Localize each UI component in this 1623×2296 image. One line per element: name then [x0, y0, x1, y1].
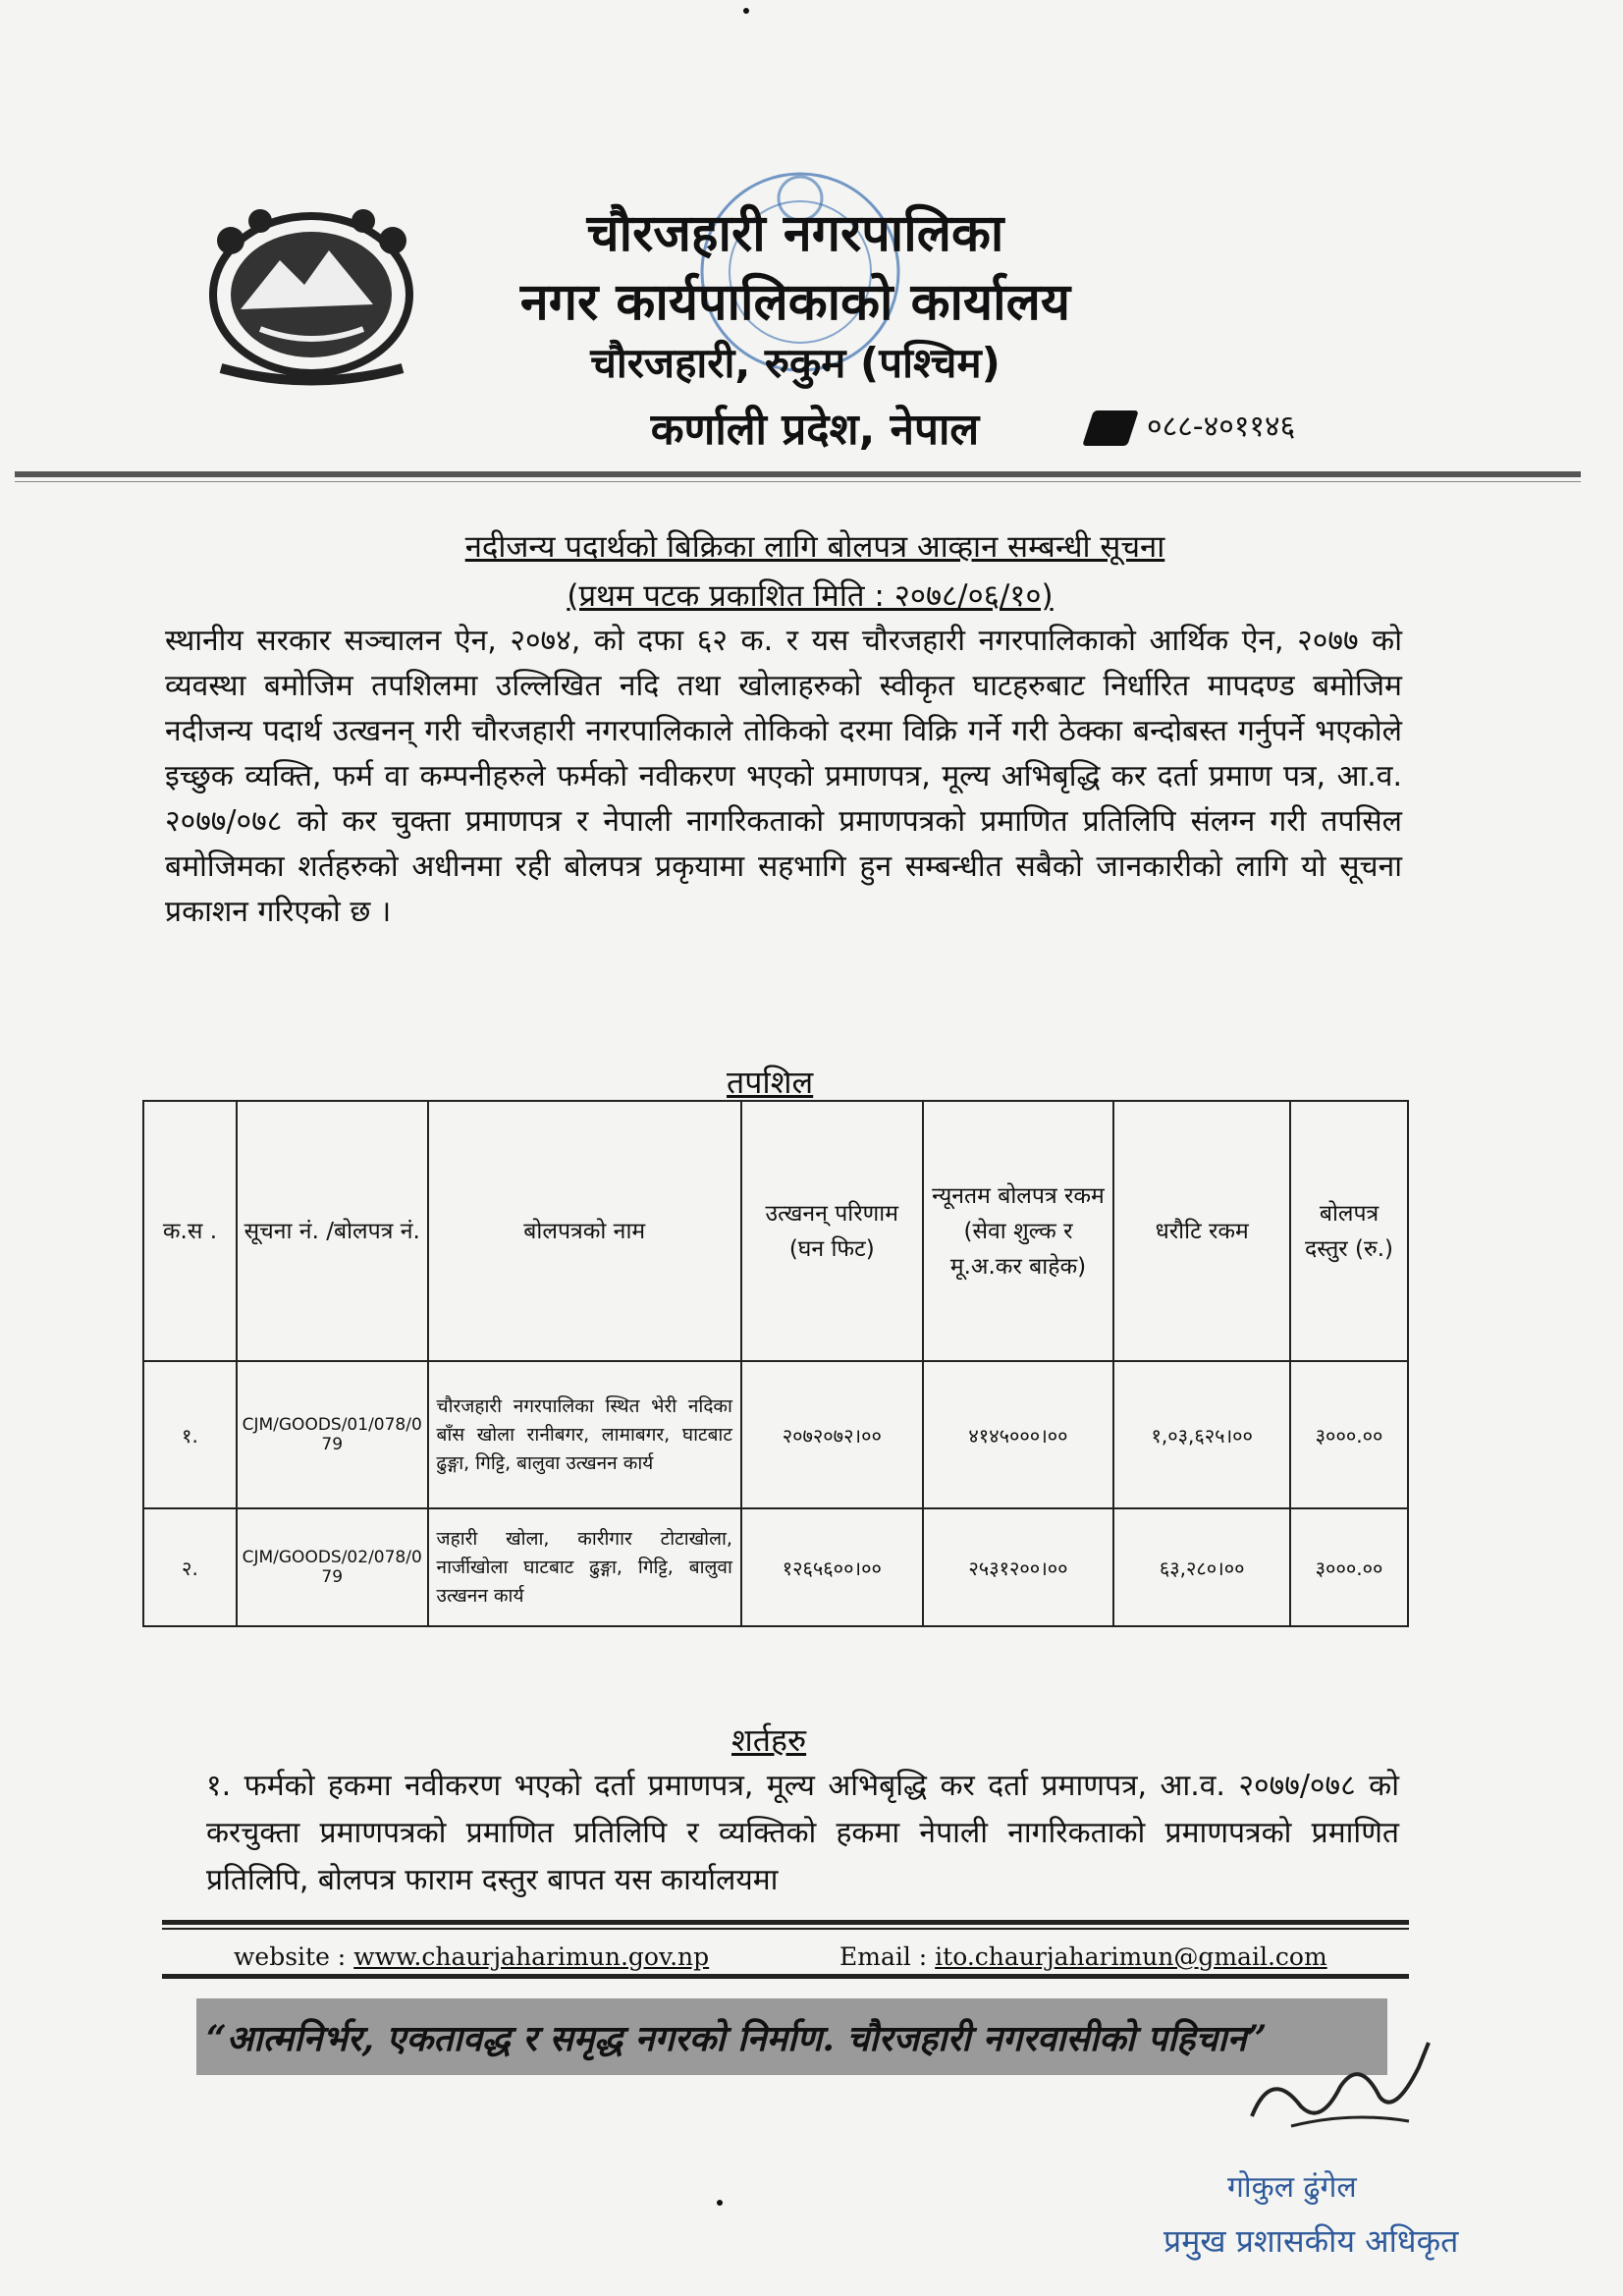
- cell-deposit: ६३,२८०।००: [1113, 1508, 1290, 1626]
- column-header: न्यूनतम बोलपत्र रकम (सेवा शुल्क र मू.अ.कर बाहेक): [923, 1101, 1114, 1361]
- nepal-emblem-icon: [201, 201, 422, 388]
- email-label: Email :: [839, 1942, 936, 1971]
- footer-rule-bottom: [162, 1974, 1409, 1979]
- cell-fee: ३०००.००: [1290, 1508, 1408, 1626]
- table-row: [143, 1508, 1408, 1626]
- cell-deposit: १,०३,६२५।००: [1113, 1361, 1290, 1508]
- header-rule-thin: [15, 481, 1581, 482]
- schedule-table: [142, 1100, 1409, 1627]
- conditions-heading: शर्तहरु: [731, 1722, 807, 1759]
- municipality-name: चौरजहारी नगरपालिका: [586, 204, 1004, 263]
- column-header: सूचना नं. /बोलपत्र नं.: [237, 1101, 428, 1361]
- cell-fee: ३०००.००: [1290, 1361, 1408, 1508]
- footer-rule-thin: [162, 1928, 1409, 1930]
- cell-quantity: २०७२०७२।००: [741, 1361, 923, 1508]
- office-name: नगर कार्यपालिकाको कार्यालय: [519, 273, 1071, 332]
- cell-notice-no: CJM/GOODS/01/078/079: [237, 1361, 428, 1508]
- schedule-heading: तपशिल: [727, 1064, 814, 1101]
- notice-subtitle: (प्रथम पटक प्रकाशित मिति : २०७८/०६/१०): [567, 578, 1054, 614]
- cell-notice-no: CJM/GOODS/02/078/079: [237, 1508, 428, 1626]
- cell-sn: १.: [143, 1361, 237, 1508]
- cell-name: चौरजहारी नगरपालिका स्थित भेरी नदिका बाँस खोला रानीबगर, लामाबगर, घाटबाट ढुङ्गा, गिट्टि, बालुवा उत्खनन कार्य: [428, 1361, 741, 1508]
- phone-text: ०८८-४०११४६: [1147, 410, 1296, 444]
- signatory-title: प्रमुख प्रशासकीय अधिकृत: [1163, 2222, 1459, 2260]
- email-line: [839, 1942, 1327, 1971]
- condition-item: १. फर्मको हकमा नवीकरण भएको दर्ता प्रमाणपत्र, मूल्य अभिबृद्धि कर दर्ता प्रमाणपत्र, आ.व. २०७७/०७८ को करचुक्ता प्रमाणपत्रको प्रमाणित प्रतिलिपि र व्यक्तिको हकमा नेपाली नागरिकताको प्रमाणपत्रको प्रमाणित प्रतिलिपि, बोलपत्र फाराम दस्तुर बापत यस कार्यालयमा: [206, 1769, 1399, 1897]
- column-header: उत्खनन् परिणाम (घन फिट): [741, 1101, 923, 1361]
- scan-dot: [743, 8, 749, 14]
- office-location: चौरजहारी, रुकुम (पश्चिम): [590, 339, 1001, 387]
- email-link[interactable]: ito.chaurjaharimun@gmail.com: [935, 1942, 1327, 1971]
- cell-sn: २.: [143, 1508, 237, 1626]
- website-line: [234, 1942, 709, 1971]
- column-header: धरौटि रकम: [1113, 1101, 1290, 1361]
- cell-name: जहारी खोला, कारीगार टोटाखोला, नार्जीखोला घाटबाट ढुङ्गा, गिट्टि, बालुवा उत्खनन कार्य: [428, 1508, 741, 1626]
- cell-quantity: १२६५६००।००: [741, 1508, 923, 1626]
- phone-number: [1088, 405, 1295, 446]
- column-header: बोलपत्र दस्तुर (रु.): [1290, 1101, 1408, 1361]
- column-header: क.स .: [143, 1101, 237, 1361]
- website-label: website :: [234, 1942, 354, 1971]
- signatory-name: गोकुल ढुंगेल: [1227, 2170, 1357, 2205]
- notice-body: स्थानीय सरकार सञ्चालन ऐन, २०७४, को दफा ६२ क. र यस चौरजहारी नगरपालिकाको आर्थिक ऐन, २०७७ को व्यवस्था बमोजिम तपशिलमा उल्लिखित नदि तथा खोलाहरुको स्वीकृत घाटहरुबाट निर्धारित मापदण्ड बमोजिम नदीजन्य पदार्थ उत्खनन् गरी चौरजहारी नगरपालिकाले तोकिको दरमा विक्रि गर्ने गरी ठेक्का बन्दोबस्त गर्नुपर्ने भएकोले इच्छुक व्यक्ति, फर्म वा कम्पनीहरुले फर्मको नवीकरण भएको प्रमाणपत्र, मूल्य अभिबृद्धि कर दर्ता प्रमाण पत्र, आ.व. २०७७/०७८ को कर चुक्ता प्रमाणपत्र र नेपाली नागरिकताको प्रमाणपत्रको प्रमाणित प्रतिलिपि संलग्न गरी तपसिल बमोजिमका शर्तहरुको अधीनमा रही बोलपत्र प्रकृयामा सहभागि हुन सम्बन्धीत सबैको जानकारीको लागि यो सूचना प्रकाशन गरिएको छ ।: [165, 624, 1402, 929]
- footer-rule: [162, 1920, 1409, 1925]
- office-province: कर्णाली प्रदेश, नेपाल: [650, 405, 980, 455]
- column-header: बोलपत्रको नाम: [428, 1101, 741, 1361]
- website-link[interactable]: www.chaurjaharimun.gov.np: [353, 1942, 710, 1971]
- cell-min-bid: २५३१२००।००: [923, 1508, 1114, 1626]
- header-rule: [15, 471, 1581, 477]
- notice-title: नदीजन्य पदार्थको बिक्रिका लागि बोलपत्र आव्हान सम्बन्धी सूचना: [464, 529, 1165, 565]
- slogan-text: “आत्मनिर्भर, एकतावद्ध र समृद्ध नगरको निर्माण. चौरजहारी नगरवासीको पहिचान”: [206, 2018, 1268, 2059]
- scan-dot: [717, 2200, 723, 2206]
- cell-min-bid: ४१४५०००।००: [923, 1361, 1114, 1508]
- signature-icon: [1232, 2028, 1458, 2146]
- table-header-row: [143, 1101, 1408, 1361]
- phone-icon: [1082, 410, 1139, 446]
- table-row: [143, 1361, 1408, 1508]
